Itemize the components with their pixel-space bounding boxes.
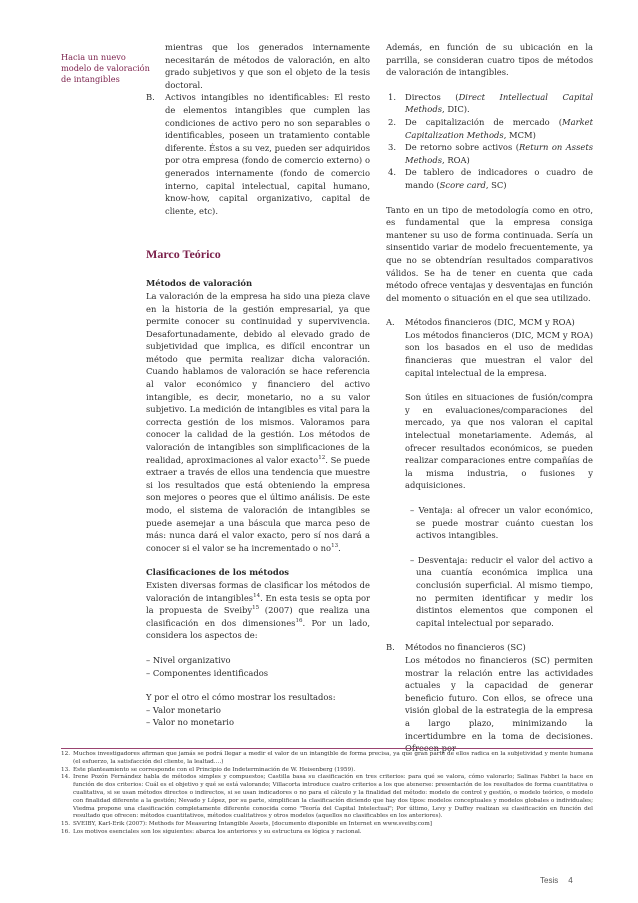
page-footer	[540, 876, 600, 885]
list-text: De capitalización de mercado (	[405, 116, 563, 127]
text-run: Existen diversas formas de clasificar los métodos de valoración de intangibles	[146, 579, 370, 603]
footnote-number: 16.	[61, 828, 71, 835]
text-run: . En esta tesis se opta por la propuesta de Sveiby	[146, 592, 370, 616]
footnote-number: 14.	[61, 774, 71, 781]
text-run: . Se puede extraer a través de ellos una tendencia que muestre si los resultados que está obteniendo la empresa son mejores o peores que el último análisis. De este modo, el sistema de valoración de intangibles se puede asemejar a una báscula que marca peso de más: nunca dará el valor exacto, pero sí nos dará a conocer si el valor se ha incrementado o no	[146, 454, 370, 553]
footnote-text: Los motivos esenciales son los siguientes: abarca los anteriores y su estructura es lógica y racional.	[73, 828, 362, 835]
list-text-italic: Score card	[439, 179, 486, 190]
paragraph-methodology: Tanto en un tipo de metodología como en otro, es fundamental que la empresa consiga mantener su uso de forma continuada. Sería un sinsentido variar de modelo frecuentemente, ya que no se obtendrían resultados comparativos válidos. Se ha de tener en cuenta que cada método ofrece ventajas y desventajas en función del momento o situación en el que sea utilizado.	[386, 204, 593, 303]
footer-label: Tesis	[540, 876, 559, 885]
text-run: .	[338, 542, 341, 553]
footnote	[61, 821, 593, 829]
list-item-title: Métodos financieros (DIC, MCM y ROA)	[405, 317, 575, 328]
list-text: De tablero de indicadores o cuadro de mando (	[405, 167, 593, 190]
dash-item: – Nivel organizativo	[146, 654, 231, 665]
footnote-ref-13: 13	[331, 542, 339, 549]
paragraph-classifications	[146, 579, 370, 642]
dash-item: – Valor no monetario	[146, 717, 235, 728]
footnote-text: Muchos investigadores afirman que jamás se podrá llegar a medir el valor de un intangible de forma precisa, ya que gran parte de ellos radica en la subjetividad y mente humana (el esfuerzo, la satisfacción del cliente, la lealtad….)	[73, 751, 593, 765]
list-item-a	[386, 316, 593, 329]
footnote-number: 12.	[61, 751, 71, 757]
footnotes	[61, 751, 593, 837]
list-number: 4.	[388, 167, 396, 178]
dash-item: – Valor monetario	[146, 704, 221, 715]
list-text-italic: Market Capitalization Methods	[405, 116, 593, 140]
list-text: , SC)	[485, 179, 507, 190]
numbered-list-item	[386, 116, 593, 141]
list-marker: B.	[146, 92, 155, 103]
footnote-number: 13.	[61, 766, 71, 773]
middle-column	[146, 41, 370, 729]
list-text: , DIC).	[442, 104, 470, 115]
footnote	[61, 774, 593, 821]
paragraph-nonfinancial: Los métodos no financieros (SC) permiten mostrar la relación entre las actividades actuales y la capacidad de generar beneficio futuro. Con ellos, se ofrece una visión global de la estrategia de la empresa a largo plazo, minimizando la incertidumbre en la toma de decisiones. Ofrecen por	[405, 654, 593, 754]
list-text-italic: Return on Assets Methods	[405, 142, 593, 165]
footnote	[61, 829, 593, 837]
footnote-text: SVEIBY, Karl-Erik (2007): Methods for Measuring Intangible Assets, [documento disponible en Internet en www.sveiby.com]	[73, 821, 432, 828]
list-text: , ROA)	[442, 154, 470, 165]
numbered-list	[386, 91, 593, 192]
list-text: , MCM)	[503, 129, 536, 140]
text-run: . Por un lado, considera los aspectos de:	[146, 617, 370, 641]
intro-paragraph: Además, en función de su ubicación en la parrilla, se consideran cuatro tipos de métodos de valoración de intangibles.	[386, 42, 593, 78]
footnote-number: 15.	[61, 821, 71, 828]
list-text-italic: Direct Intellectual Capital Methods	[405, 91, 593, 115]
list-text: Directos (	[405, 91, 459, 102]
disadvantage-item: – Desventaja: reducir el valor del activo a una cuantía económica implica una conclusión superficial. Al mismo tiempo, no permiten identificar y medir los distintos elementos que componen el capital intelectual por separado.	[410, 554, 593, 628]
list-item-title: Métodos no financieros (SC)	[405, 642, 526, 653]
list-item-text: Activos intangibles no identificables: El resto de elementos intangibles que cumplen las condiciones de activo pero no son separables o identificables, poseen un tratamiento contable diferente. Éstos a su vez, pueden ser adquiridos por otra empresa (fondo de comercio externo) o generados internamente (fondo de comercio interno, capital intelectual, capital humano, know-how, capital organizativo, capital de cliente, etc).	[165, 92, 370, 216]
paragraph-results: Y por el otro el cómo mostrar los resultados:	[146, 692, 336, 703]
list-marker: A.	[386, 317, 395, 328]
subheading-classifications: Clasificaciones de los métodos	[146, 567, 290, 578]
numbered-list-item	[386, 166, 593, 191]
section-title: Marco Teórico	[146, 247, 221, 262]
numbered-list-item	[386, 91, 593, 116]
list-item-b	[146, 91, 370, 217]
footnote-text: Este planteamiento se corresponde con el Principio de Indeterminación de W. Heisenberg (1959).	[73, 766, 356, 773]
paragraph-valuation	[146, 290, 370, 554]
footnote-ref-12: 12	[318, 454, 326, 461]
footnote-ref-16: 16	[295, 617, 303, 624]
text-run: (2007) que realiza una clasificación en dos dimensiones	[146, 605, 370, 628]
list-marker: B.	[386, 642, 395, 653]
numbered-list-item	[386, 141, 593, 166]
page-number: 4	[568, 876, 573, 885]
footnote-ref-15: 15	[252, 605, 260, 612]
footnote-ref-14: 14	[253, 592, 261, 599]
continuation-text: mientras que los generados internamente necesitarán de métodos de valoración, en alto grado subjetivos y que son el objeto de la tesis doctoral.	[165, 42, 370, 90]
list-number: 2.	[388, 116, 396, 127]
list-item-b-right	[386, 641, 593, 654]
footnote-divider	[61, 748, 593, 749]
margin-note: Hacia un nuevo modelo de valoración de intangibles	[61, 52, 150, 84]
footnote-text: Irene Pozón Fernández habla de métodos simples y compuestos; Castilla basa su clasificación en tres criterios: para qué se valora, cómo valorarlo; Salinas Fabbri la hace en función de dos criterios: Cuál es el objetivo y qué se está valorando; Villacorta introduce cuatro criterios a los que atenerse: presentación de los resultados de forma cuantitativa o cualitativa, si se usan métodos directos o indirectos, si se usan indicadores o no para el cálculo y la finalidad del método: modelo de control y gestión, o modelo teórico, o modelo con finalidad diferente a la gestión; Nevado y López, por su parte, simplifican la clasificación diciendo que hay dos tipos: modelos conceptuales y modelos globales o individuales; Viedma propone una clasificación completamente diferente conocida como "Teoría del Capital Intelectual"; Por último, Levy y Duffey realizan su clasificación en función del resultado que ofrecen: métodos cuantitativos, métodos cualitativos y otros modelos (aquellos no clasificables en los anteriores).	[73, 774, 593, 820]
text-run: La valoración de la empresa ha sido una pieza clave en la historia de la gestión empresarial, ya que permite conocer su continuidad y supervivencia. Desafortunadamente, debido al elevado grado de subjetividad que implica, es difícil encontrar un método que permita realizar dicha valoración. Cuando hablamos de valoración se hace referencia al valor económico y financiero del activo intangible, es decir, monetario, no a su valor subjetivo. La medición de intangibles es vital para la correcta gestión de los mismos. Valoramos para conocer la calidad de la gestión. Los métodos de valoración de intangibles son simplificaciones de la realidad, aproximaciones al valor exacto	[146, 290, 370, 465]
list-number: 1.	[388, 91, 396, 102]
list-text: De retorno sobre activos (	[405, 142, 519, 153]
paragraph-financial: Los métodos financieros (DIC, MCM y ROA) son los basados en el uso de medidas financieras que muestran el valor del capital intelectual de la empresa.	[405, 329, 593, 378]
advantage-item: – Ventaja: al ofrecer un valor económico, se puede mostrar cuánto cuestan los activos intangibles.	[410, 505, 593, 541]
subheading-valuation-methods: Métodos de valoración	[146, 278, 253, 289]
dash-item: – Componentes identificados	[146, 667, 269, 678]
list-number: 3.	[388, 142, 396, 153]
paragraph-financial-uses: Son útiles en situaciones de fusión/compra y en evaluaciones/comparaciones del mercado, ya que nos valoran el capital intelectual monetariamente. Además, al ofrecer resultados económicos, se pueden realizar comparaciones entre compañías de la misma industria, o fusiones y adquisiciones.	[405, 392, 593, 491]
right-column	[386, 41, 593, 755]
footnote	[61, 751, 593, 767]
